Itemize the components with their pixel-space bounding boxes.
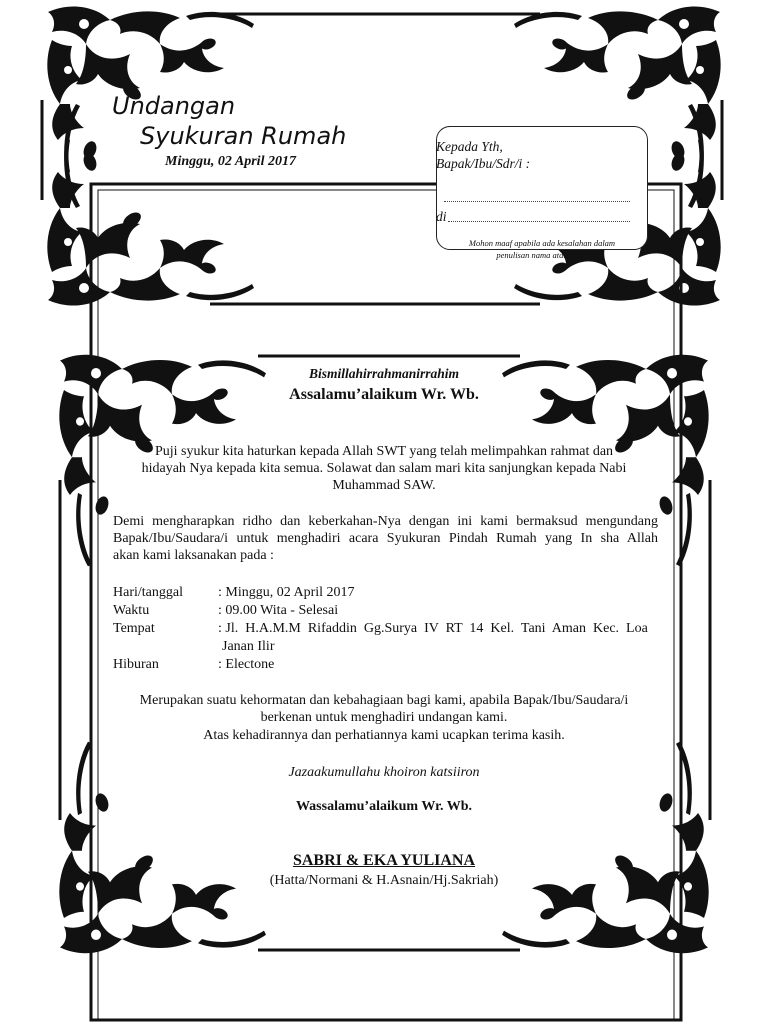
detail-label-time: Waktu <box>113 603 150 618</box>
detail-value-place-cont: Janan Ilir <box>222 639 275 654</box>
paragraph-2-line1: Demi mengharapkan ridho dan keberkahan-Nya dengan ini kami bermaksud mengundang <box>113 514 658 529</box>
recipient-line: Bapak/Ibu/Sdr/i : <box>436 156 531 171</box>
detail-label-entertainment: Hiburan <box>113 657 159 672</box>
host-families: (Hatta/Normani & H.Asnain/Hj.Sakriah) <box>269 873 499 888</box>
apology-note-line2: penulisan nama atau gelar <box>496 250 588 260</box>
paragraph-1-line3: Muhammad SAW. <box>332 478 436 493</box>
recipient-name-blank <box>444 200 630 202</box>
title-line2: Syukuran Rumah <box>140 122 347 150</box>
closing-greeting: Wassalamu’alaikum Wr. Wb. <box>295 799 473 814</box>
detail-label-date: Hari/tanggal <box>113 585 183 600</box>
detail-label-place: Tempat <box>113 621 155 636</box>
host-names: SABRI & EKA YULIANA <box>292 852 476 869</box>
location-prefix: di <box>436 209 447 224</box>
paragraph-2-line3: akan kami laksanakan pada : <box>113 548 274 563</box>
title-line1: Undangan <box>112 92 236 120</box>
location-blank <box>448 220 630 222</box>
to-line: Kepada Yth, <box>436 139 503 154</box>
paragraph-1-line1: Puji syukur kita haturkan kepada Allah SWT yang telah melimpahkan rahmat dan <box>154 444 614 459</box>
detail-value-date: : Minggu, 02 April 2017 <box>218 585 355 600</box>
bismillah: Bismillahirrahmanirrahim <box>308 366 460 381</box>
paragraph-1-line2: hidayah Nya kepada kita semua. Solawat dan salam mari kita sanjungkan kepada Nabi <box>141 461 627 476</box>
detail-value-place: : Jl. H.A.M.M Rifaddin Gg.Surya IV RT 14 Kel. Tani Aman Kec. Loa <box>218 621 648 636</box>
paragraph-2-line2: Bapak/Ibu/Saudara/i untuk menghadiri acara Syukuran Pindah Rumah yang In sha Allah <box>113 531 658 546</box>
detail-value-entertainment: : Electone <box>218 657 275 672</box>
apology-note-line1: Mohon maaf apabila ada kesalahan dalam <box>468 238 616 248</box>
detail-value-time: : 09.00 Wita - Selesai <box>218 603 339 618</box>
paragraph-3-line2: berkenan untuk menghadiri undangan kami. <box>260 710 508 725</box>
jazaa-line: Jazaakumullahu khoiron katsiiron <box>288 765 480 780</box>
paragraph-3-line1: Merupakan suatu kehormatan dan kebahagiaan bagi kami, apabila Bapak/Ibu/Saudara/i <box>139 693 629 708</box>
greeting: Assalamu’alaikum Wr. Wb. <box>289 386 479 403</box>
event-date: Minggu, 02 April 2017 <box>165 154 296 169</box>
paragraph-3-line3: Atas kehadirannya dan perhatiannya kami ucapkan terima kasih. <box>203 728 565 743</box>
